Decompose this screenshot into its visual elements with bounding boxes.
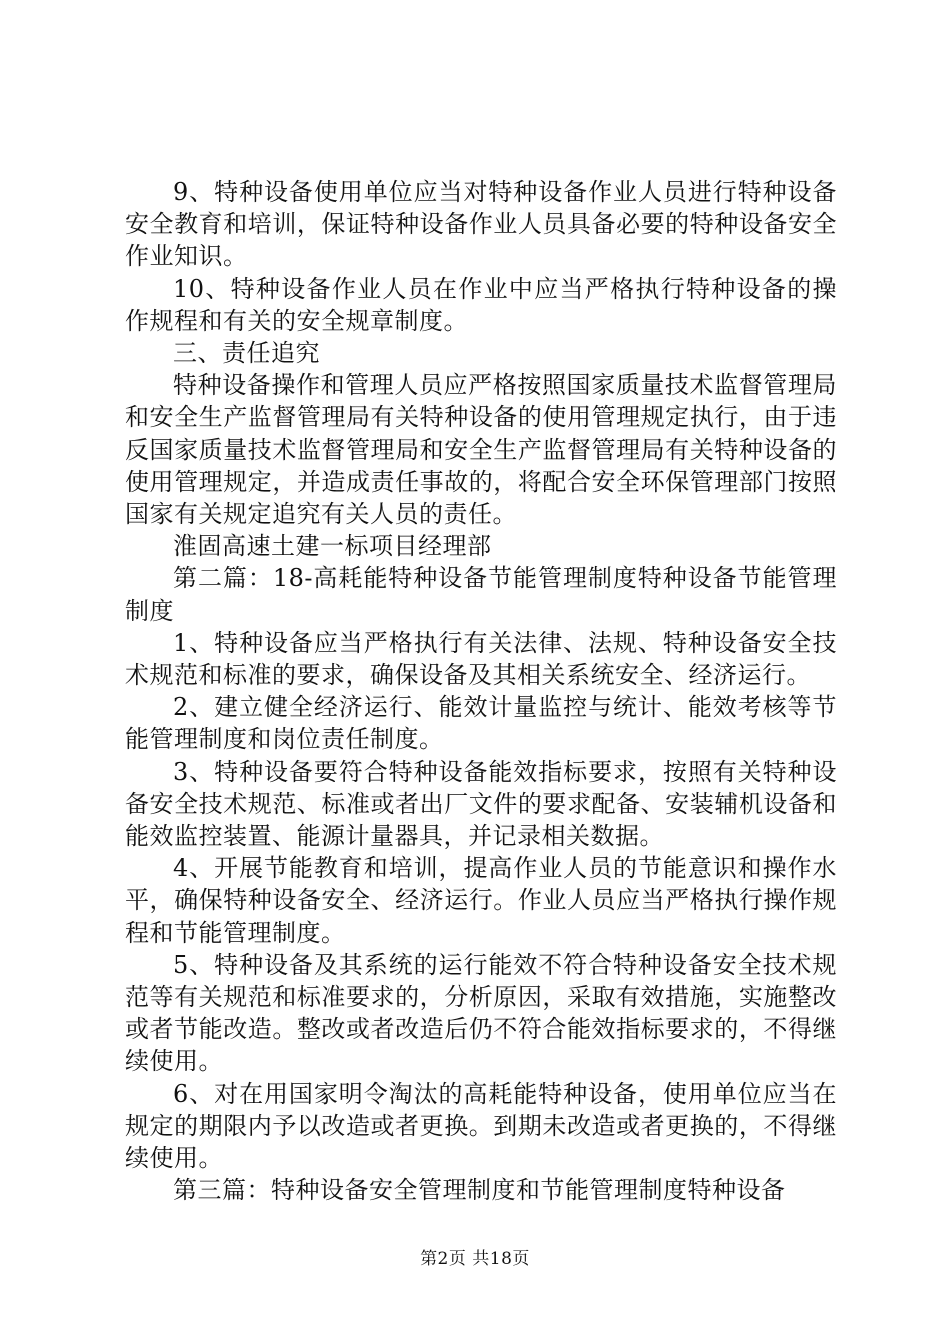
paragraph-accountability: 特种设备操作和管理人员应严格按照国家质量技术监督管理局和安全生产监督管理局有关特种设备的使用管理规定执行，由于违反国家质量技术监督管理局和安全生产监督管理局有关特种设备的使用管理规定，并造成责任事故的，将配合安全环保管理部门按照国家有关规定追究有关人员的责任。 [125, 371, 837, 529]
paragraph-item-9: 9、特种设备使用单位应当对特种设备作业人员进行特种设备安全教育和培训，保证特种设备作业人员具备必要的特种设备安全作业知识。 [125, 178, 837, 271]
chapter-title-2: 第二篇：18-高耗能特种设备节能管理制度特种设备节能管理制度 [125, 564, 837, 625]
paragraph-rule-2: 2、建立健全经济运行、能效计量监控与统计、能效考核等节能管理制度和岗位责任制度。 [125, 693, 837, 754]
paragraph-rule-4: 4、开展节能教育和培训，提高作业人员的节能意识和操作水平，确保特种设备安全、经济运行。作业人员应当严格执行操作规程和节能管理制度。 [125, 854, 837, 947]
section-heading-accountability: 三、责任追究 [173, 339, 320, 368]
page-number: 第2页 共18页 [420, 1249, 530, 1269]
paragraph-rule-3: 3、特种设备要符合特种设备能效指标要求，按照有关特种设备安全技术规范、标准或者出厂文件的要求配备、安装辅机设备和能效监控装置、能源计量器具，并记录相关数据。 [125, 757, 837, 851]
paragraph-rule-1: 1、特种设备应当严格执行有关法律、法规、特种设备安全技术规范和标准的要求，确保设备及其相关系统安全、经济运行。 [125, 628, 837, 690]
paragraph-rule-6: 6、对在用国家明令淘汰的高耗能特种设备，使用单位应当在规定的期限内予以改造或者更换。到期未改造或者更换的，不得继续使用。 [125, 1079, 837, 1173]
chapter-title-3: 第三篇：特种设备安全管理制度和节能管理制度特种设备 [173, 1176, 786, 1205]
paragraph-signature-org: 淮固高速土建一标项目经理部 [173, 532, 492, 561]
document-body [125, 176, 837, 1207]
page-footer [0, 1244, 950, 1269]
paragraph-rule-5: 5、特种设备及其系统的运行能效不符合特种设备安全技术规范等有关规范和标准要求的，分析原因，采取有效措施，实施整改或者节能改造。整改或者改造后仍不符合能效指标要求的，不得继续使用。 [125, 950, 837, 1076]
paragraph-item-10: 10、特种设备作业人员在作业中应当严格执行特种设备的操作规程和有关的安全规章制度。 [125, 274, 837, 335]
